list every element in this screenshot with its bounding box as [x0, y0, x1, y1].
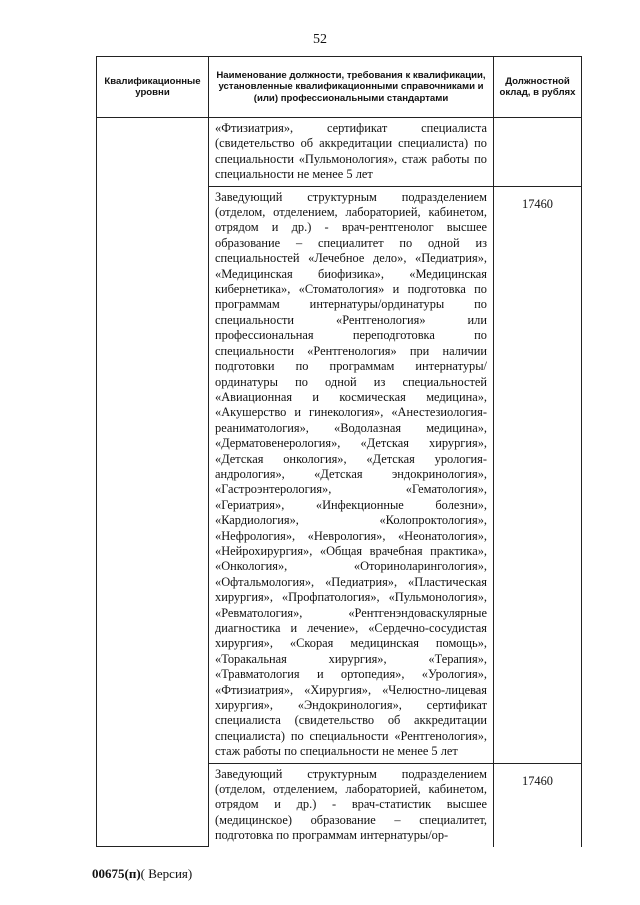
- table-row: [97, 118, 582, 187]
- qualification-table: [96, 56, 582, 847]
- salary-value: 17460: [522, 196, 553, 211]
- header-position-cell: [209, 57, 494, 118]
- document-code: 00675(п): [92, 866, 141, 881]
- document-version: ( Версия): [140, 866, 193, 881]
- header-level: Квалификационные уровни: [104, 75, 201, 98]
- header-salary-cell: [494, 57, 582, 118]
- salary-value: 17460: [522, 773, 553, 788]
- document-version-footer: [92, 866, 192, 882]
- position-cell: [209, 186, 494, 763]
- position-cell: [209, 763, 494, 847]
- header-level-cell: [97, 57, 209, 118]
- position-text: Заведующий структурным подразделением (отделом, отделением, лабораторией, кабинетом, отрядом и др.) - врач-статистик высшее (медицинское) образование – специалитет, подготовка по программам интернатуры/ор-: [215, 766, 487, 843]
- position-cell: [209, 118, 494, 187]
- salary-cell: [494, 118, 582, 187]
- position-text: «Фтизиатрия», сертификат специалиста (свидетельство об аккредитации специалиста) по специальности «Пульмонология», стаж работы по специальности не менее 5 лет: [215, 121, 487, 182]
- page-number: 52: [313, 32, 327, 47]
- table-header-row: [97, 57, 582, 118]
- header-salary: Должностной оклад, в рублях: [499, 75, 576, 98]
- level-cell: [97, 118, 209, 847]
- salary-cell: [494, 763, 582, 847]
- position-text: Заведующий структурным подразделением (отделом, отделением, лабораторией, кабинетом, отрядом и др.) - врач-рентгенолог высшее образование – специалитет по одной из специальностей «Лечебное дело», «Педиатрия», «Медицинская биофизика», «Медицинская кибернетика», «Стоматология» и подготовка по программам интернатуры/ординатуры по специальности «Рентгенология» или профессиональная переподготовка по специальности «Рентгенология» при наличии подготовки по программам интернатуры/ординатуры по одной из специальностей «Авиационная и космическая медицина», «Акушерство и гинекология», «Анестезиология-реаниматология», «Водолазная медицина», «Дерматовенерология», «Детская хирургия», «Детская онкология», «Детская урология-андрология», «Детская эндокринология», «Гастроэнтерология», «Гематология», «Гериатрия», «Инфекционные болезни», «Кардиология», «Колопроктология», «Нефрология», «Неврология», «Неонатология», «Нейрохирургия», «Общая врачебная практика», «Онкология», «Оториноларингология», «Офтальмология», «Педиатрия», «Пластическая хирургия», «Профпатология», «Пульмонология», «Ревматология», «Рентгенэндоваскулярные диагностика и лечение», «Сердечно-сосудистая хирургия», «Скорая медицинская помощь», «Торакальная хирургия», «Терапия», «Травматология и ортопедия», «Урология», «Фтизиатрия», «Хирургия», «Челюстно-лицевая хирургия», «Эндокринология», сертификат специалиста (свидетельство об аккредитации специалиста) по специальности «Рентгенология», стаж работы по специальности не менее 5 лет: [215, 189, 487, 759]
- salary-value: [494, 118, 581, 128]
- salary-cell: [494, 186, 582, 763]
- header-position: Наименование должности, требования к квалификации, установленные квалификационными справочниками и (или) профессиональными стандартами: [216, 69, 486, 104]
